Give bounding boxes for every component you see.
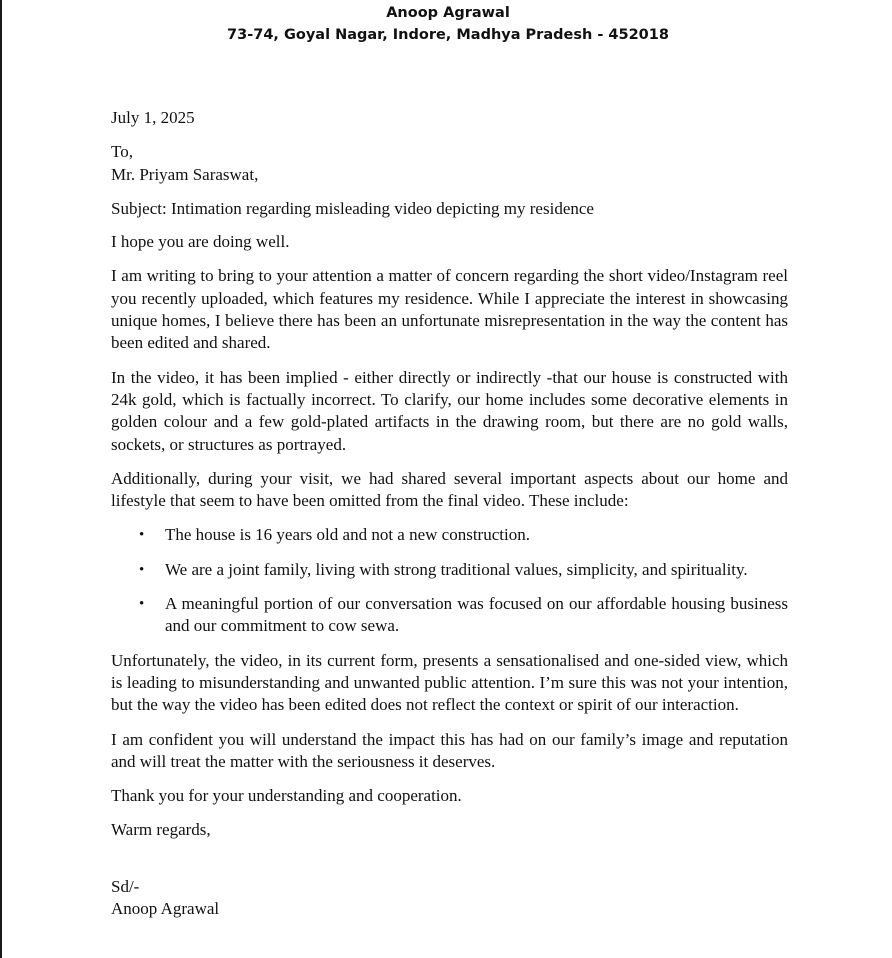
omitted-points-list bbox=[111, 524, 788, 637]
list-item bbox=[111, 593, 788, 638]
sender-name: Anoop Agrawal bbox=[386, 5, 510, 21]
sender-address: 73-74, Goyal Nagar, Indore, Madhya Pradesh - 452018 bbox=[227, 27, 669, 43]
letter-date: July 1, 2025 bbox=[111, 108, 195, 127]
list-item-text: We are a joint family, living with strong traditional values, simplicity, and spirituality. bbox=[165, 559, 748, 579]
greeting: I hope you are doing well. bbox=[111, 232, 290, 252]
bullet-icon: • bbox=[139, 596, 145, 613]
letterhead bbox=[2, 2, 892, 46]
list-item bbox=[111, 524, 788, 546]
paragraph-concern: I am writing to bring to your attention a matter of concern regarding the short video/Instagram reel you recently uploaded, which features my residence. While I appreciate the interest in showcasing unique homes, I believe there has been an unfortunate misrepresentation in the way the content has been edited and shared. bbox=[111, 266, 788, 353]
paragraph-reputation: I am confident you will understand the impact this has had on our family’s image and reputation and will treat the matter with the seriousness it deserves. bbox=[111, 729, 788, 771]
recipient-name: Mr. Priyam Saraswat, bbox=[111, 164, 259, 184]
paragraph-omissions: Additionally, during your visit, we had shared several important aspects about our home and lifestyle that seem to have been omitted from the final video. These include: bbox=[111, 468, 788, 511]
list-item bbox=[111, 559, 788, 581]
list-item-text: The house is 16 years old and not a new construction. bbox=[165, 525, 530, 545]
subject-line: Subject: Intimation regarding misleading video depicting my residence bbox=[111, 198, 594, 218]
signature-mark: Sd/- bbox=[111, 876, 140, 896]
list-item-text: A meaningful portion of our conversation was focused on our affordable housing business and our commitment to cow sewa. bbox=[165, 594, 788, 636]
signatory-name: Anoop Agrawal bbox=[111, 899, 220, 919]
bullet-icon: • bbox=[139, 527, 145, 544]
paragraph-impact-view: Unfortunately, the video, in its current form, presents a sensationalised and one-sided view, which is leading to misunderstanding and unwanted public attention. I’m sure this was not your intention, but the way the video has been edited does not reflect the context or spirit of our interaction. bbox=[111, 650, 788, 715]
bullet-icon: • bbox=[139, 561, 145, 578]
paragraph-clarification: In the video, it has been implied - either directly or indirectly -that our house is constructed with 24k gold, which is factually incorrect. To clarify, our home includes some decorative elements in golden colour and a few gold-plated artifacts in the drawing room, but there are no gold walls, sockets, or structures as portrayed. bbox=[111, 367, 788, 454]
letter-body bbox=[111, 107, 788, 920]
to-label: To, bbox=[111, 142, 133, 162]
thanks-line: Thank you for your understanding and cooperation. bbox=[111, 786, 462, 806]
closing-line: Warm regards, bbox=[111, 820, 211, 840]
